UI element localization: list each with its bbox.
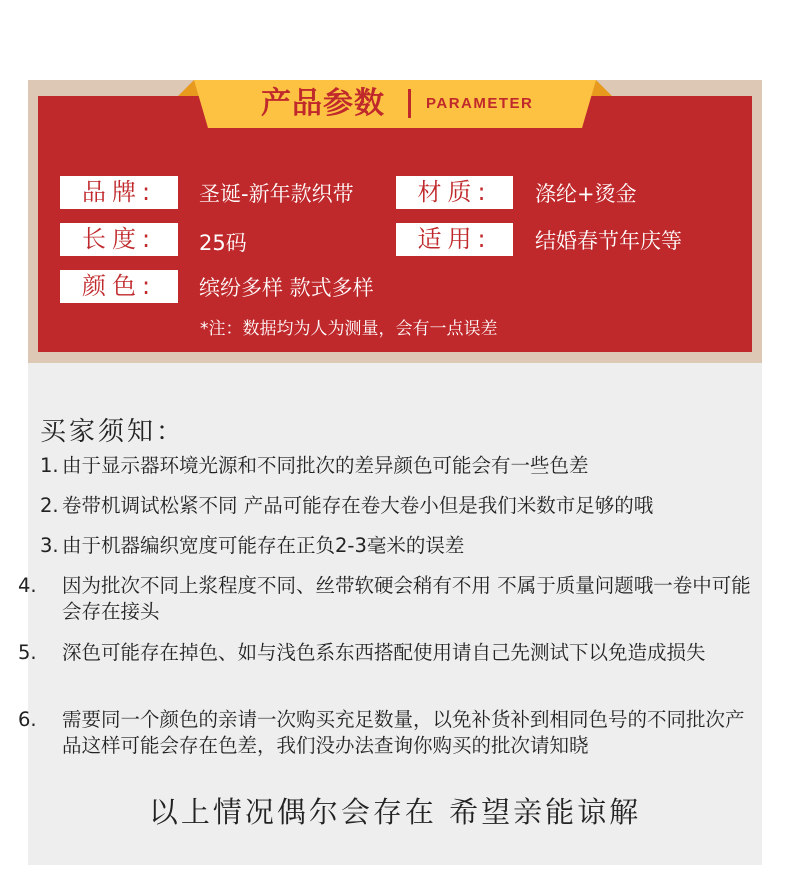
notice-item [40, 493, 760, 519]
param-value-usage: 结婚春节年庆等 [535, 229, 682, 253]
param-label-color: 颜色: [60, 270, 178, 303]
notice-item [40, 453, 760, 479]
notice-item-text: 由于机器编织宽度可能存在正负2-3毫米的误差 [62, 534, 465, 557]
param-value-brand: 圣诞-新年款织带 [199, 182, 354, 206]
notice-item-text: 深色可能存在掉色、如与浅色系东西搭配使用请自己先测试下以免造成损失 [62, 641, 706, 664]
param-label-material: 材质: [396, 176, 513, 209]
notice-item-text: 因为批次不同上浆程度不同、丝带软硬会稍有不用 不属于质量问题哦一卷中可能会存在接头 [62, 574, 751, 623]
notice-item-number: 6. [18, 708, 37, 731]
page-subtitle: PARAMETER [426, 95, 534, 112]
param-label-usage: 适用: [396, 223, 513, 256]
closing-remark: 以上情况偶尔会存在 希望亲能谅解 [148, 795, 642, 829]
page-title: 产品参数 [261, 86, 385, 121]
notice-item [40, 533, 760, 559]
notice-item-number: 4. [18, 574, 37, 597]
notice-item-number: 2. [40, 494, 59, 517]
notice-item-text: 由于显示器环境光源和不同批次的差异颜色可能会有一些色差 [62, 454, 589, 477]
param-value-material: 涤纶+烫金 [535, 182, 637, 206]
notice-item [18, 640, 762, 666]
notice-title: 买家须知： [40, 417, 186, 447]
notice-item-text: 需要同一个颜色的亲请一次购买充足数量，以免补货补到相同色号的不同批次产品这样可能会存在色差，我们没办法查询你购买的批次请知晓 [62, 708, 745, 757]
param-label-length: 长度: [60, 223, 178, 256]
notice-item [18, 707, 762, 759]
notice-item-number: 1. [40, 454, 59, 477]
param-label-brand: 品牌: [60, 176, 178, 209]
notice-item-number: 5. [18, 641, 37, 664]
param-value-color: 缤纷多样 款式多样 [199, 276, 374, 300]
notice-item [18, 573, 762, 625]
notice-item-text: 卷带机调试松紧不同 产品可能存在卷大卷小但是我们米数市足够的哦 [62, 494, 654, 517]
notice-item-number: 3. [40, 534, 59, 557]
measurement-note: *注：数据均为人为测量，会有一点误差 [200, 319, 498, 339]
title-divider [408, 89, 411, 118]
param-value-length: 25码 [199, 231, 247, 255]
